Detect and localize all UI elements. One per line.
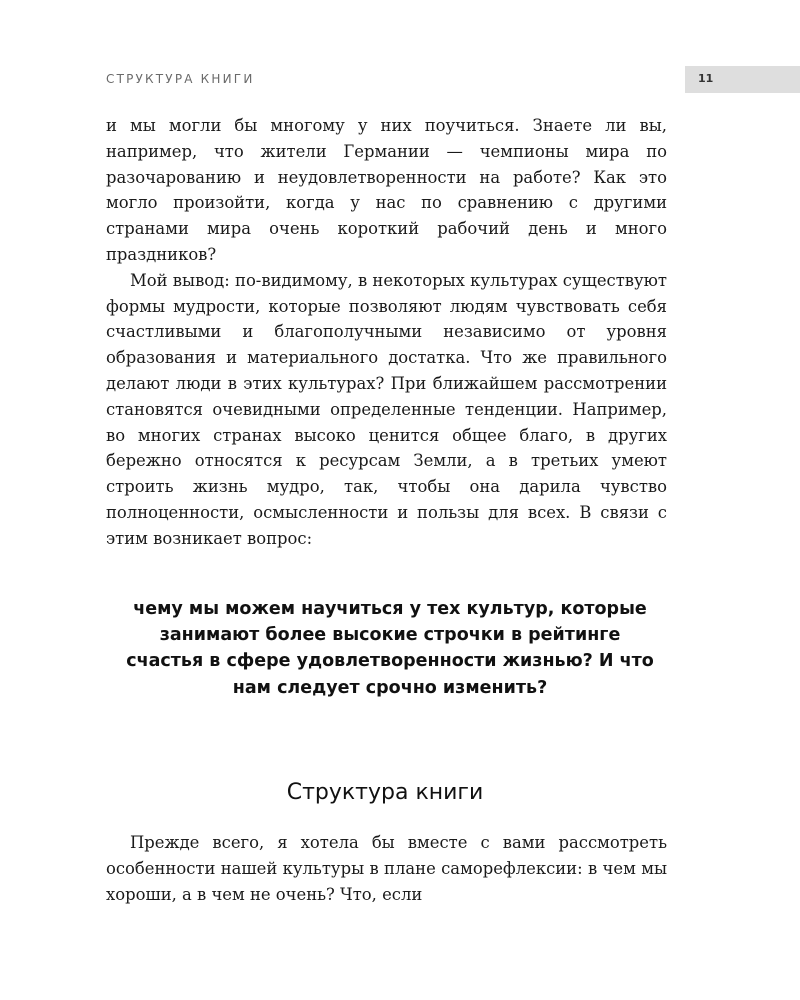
page-number-tab bbox=[685, 66, 800, 93]
section-body-text bbox=[106, 830, 667, 907]
paragraph: Мой вывод: по-видимому, в некоторых культурах существуют формы мудрости, которые позволяют людям чувствовать себя счастливыми и благополучными независимо от уровня образования и материального достатка. Что же правильного делают люди в этих культурах? При ближайшем рассмотрении становятся очевидными определенные тенденции. Например, во многих странах высоко ценится общее благо, в других бережно относятся к ресурсам Земли, а в третьих умеют строить жизнь мудро, так, чтобы она дарила чувство полноценности, осмысленности и пользы для всех. В связи с этим возникает вопрос: bbox=[106, 270, 667, 548]
paragraph: и мы могли бы многому у них поучиться. Знаете ли вы, например, что жители Германии — чемпионы мира по разочарованию и неудовлетворенности на работе? Как это могло произойти, когда у нас по сравнению с другими странами мира очень короткий рабочий день и много праздников? bbox=[106, 116, 667, 264]
body-text bbox=[106, 113, 667, 552]
section-heading: Структура книги bbox=[286, 780, 484, 805]
page-number: 11 bbox=[698, 72, 714, 85]
highlighted-question: чему мы можем научиться у тех культур, которые занимают более высокие строчки в рейтинге счастья в сфере удовлетворенности жизнью? И что нам следует срочно изменить? bbox=[126, 599, 654, 698]
paragraph: Прежде всего, я хотела бы вместе с вами рассмотреть особенности нашей культуры в плане саморефлексии: в чем мы хороши, а в чем не очень? Что, если bbox=[106, 833, 667, 904]
running-head: СТРУКТУРА КНИГИ bbox=[106, 72, 255, 86]
